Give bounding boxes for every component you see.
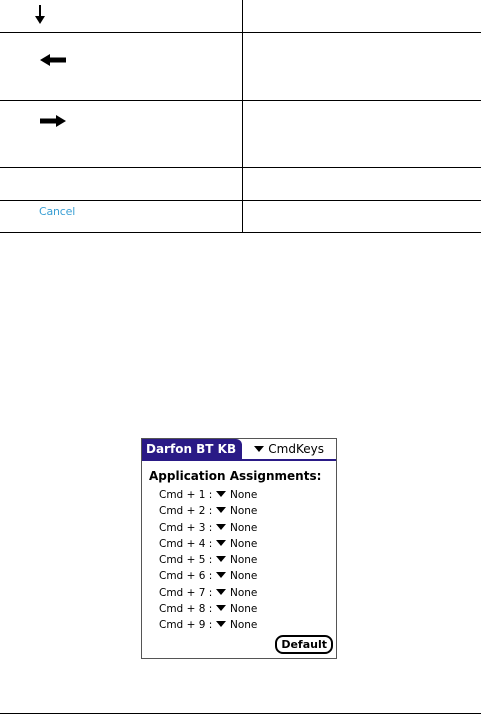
palm-titlebar bbox=[142, 439, 336, 461]
list-item bbox=[159, 503, 257, 519]
list-item bbox=[159, 536, 257, 552]
cmd-label: Cmd + 8 : bbox=[159, 603, 213, 616]
cmd-label: Cmd + 4 : bbox=[159, 537, 213, 550]
down-arrow-icon bbox=[35, 5, 45, 25]
list-item bbox=[159, 617, 257, 633]
assignment-value: None bbox=[230, 619, 258, 632]
key-cell bbox=[0, 32, 242, 100]
description-cell bbox=[242, 32, 481, 100]
assignment-value: None bbox=[230, 603, 258, 616]
dropdown-triangle-icon bbox=[216, 540, 226, 546]
list-item bbox=[159, 552, 257, 568]
cmd-label: Cmd + 1 : bbox=[159, 489, 213, 501]
description-cell bbox=[242, 168, 481, 200]
palm-screenshot bbox=[141, 438, 337, 659]
list-item bbox=[159, 601, 257, 617]
list-item bbox=[159, 568, 257, 584]
assignment-list bbox=[159, 487, 257, 634]
assignment-value: None bbox=[230, 521, 258, 534]
assignment-value: None bbox=[230, 505, 258, 518]
left-arrow-icon bbox=[40, 54, 66, 66]
description-cell bbox=[242, 100, 481, 168]
cmd-label: Cmd + 5 : bbox=[159, 554, 213, 567]
right-arrow-icon bbox=[40, 115, 66, 127]
category-label: CmdKeys bbox=[268, 442, 324, 456]
table-row bbox=[0, 0, 481, 32]
assignment-value: None bbox=[230, 489, 258, 501]
list-item bbox=[159, 520, 257, 536]
assignment-value: None bbox=[230, 537, 258, 550]
dropdown-triangle-icon bbox=[216, 605, 226, 611]
assignment-dropdown[interactable] bbox=[216, 617, 257, 633]
dropdown-triangle-icon bbox=[254, 446, 264, 452]
description-cell bbox=[242, 0, 481, 32]
key-cell bbox=[0, 200, 242, 232]
cmd-label: Cmd + 9 : bbox=[159, 619, 213, 632]
table-row bbox=[0, 200, 481, 232]
assignment-value: None bbox=[230, 570, 258, 583]
category-selector[interactable] bbox=[254, 441, 324, 457]
footer-divider bbox=[0, 713, 481, 714]
dropdown-triangle-icon bbox=[216, 589, 226, 595]
assignment-value: None bbox=[230, 554, 258, 567]
assignment-dropdown[interactable] bbox=[216, 520, 257, 536]
dropdown-triangle-icon bbox=[216, 621, 226, 627]
app-title: Darfon BT KB bbox=[142, 439, 242, 459]
description-cell bbox=[242, 200, 481, 232]
assignment-dropdown[interactable] bbox=[216, 601, 257, 617]
key-table bbox=[0, 0, 481, 233]
key-cell bbox=[0, 100, 242, 168]
assignment-dropdown[interactable] bbox=[216, 503, 257, 519]
assignment-dropdown[interactable] bbox=[216, 487, 257, 503]
assignments-heading: Application Assignments: bbox=[149, 469, 322, 483]
cmd-label: Cmd + 3 : bbox=[159, 521, 213, 534]
assignment-dropdown[interactable] bbox=[216, 536, 257, 552]
cmd-label: Cmd + 7 : bbox=[159, 586, 213, 599]
dropdown-triangle-icon bbox=[216, 524, 226, 530]
dropdown-triangle-icon bbox=[216, 491, 226, 497]
key-cell bbox=[0, 0, 242, 32]
list-item bbox=[159, 487, 257, 503]
assignment-dropdown[interactable] bbox=[216, 585, 257, 601]
default-button[interactable]: Default bbox=[275, 635, 333, 654]
cmd-label: Cmd + 6 : bbox=[159, 570, 213, 583]
dropdown-triangle-icon bbox=[216, 572, 226, 578]
key-cell bbox=[0, 168, 242, 200]
assignment-value: None bbox=[230, 586, 258, 599]
dropdown-triangle-icon bbox=[216, 507, 226, 513]
assignment-dropdown[interactable] bbox=[216, 552, 257, 568]
cancel-key-label: Cancel bbox=[39, 204, 76, 218]
assignment-dropdown[interactable] bbox=[216, 568, 257, 584]
table-row bbox=[0, 100, 481, 168]
dropdown-triangle-icon bbox=[216, 556, 226, 562]
list-item bbox=[159, 585, 257, 601]
cmd-label: Cmd + 2 : bbox=[159, 505, 213, 518]
table-row bbox=[0, 168, 481, 200]
table-row bbox=[0, 32, 481, 100]
